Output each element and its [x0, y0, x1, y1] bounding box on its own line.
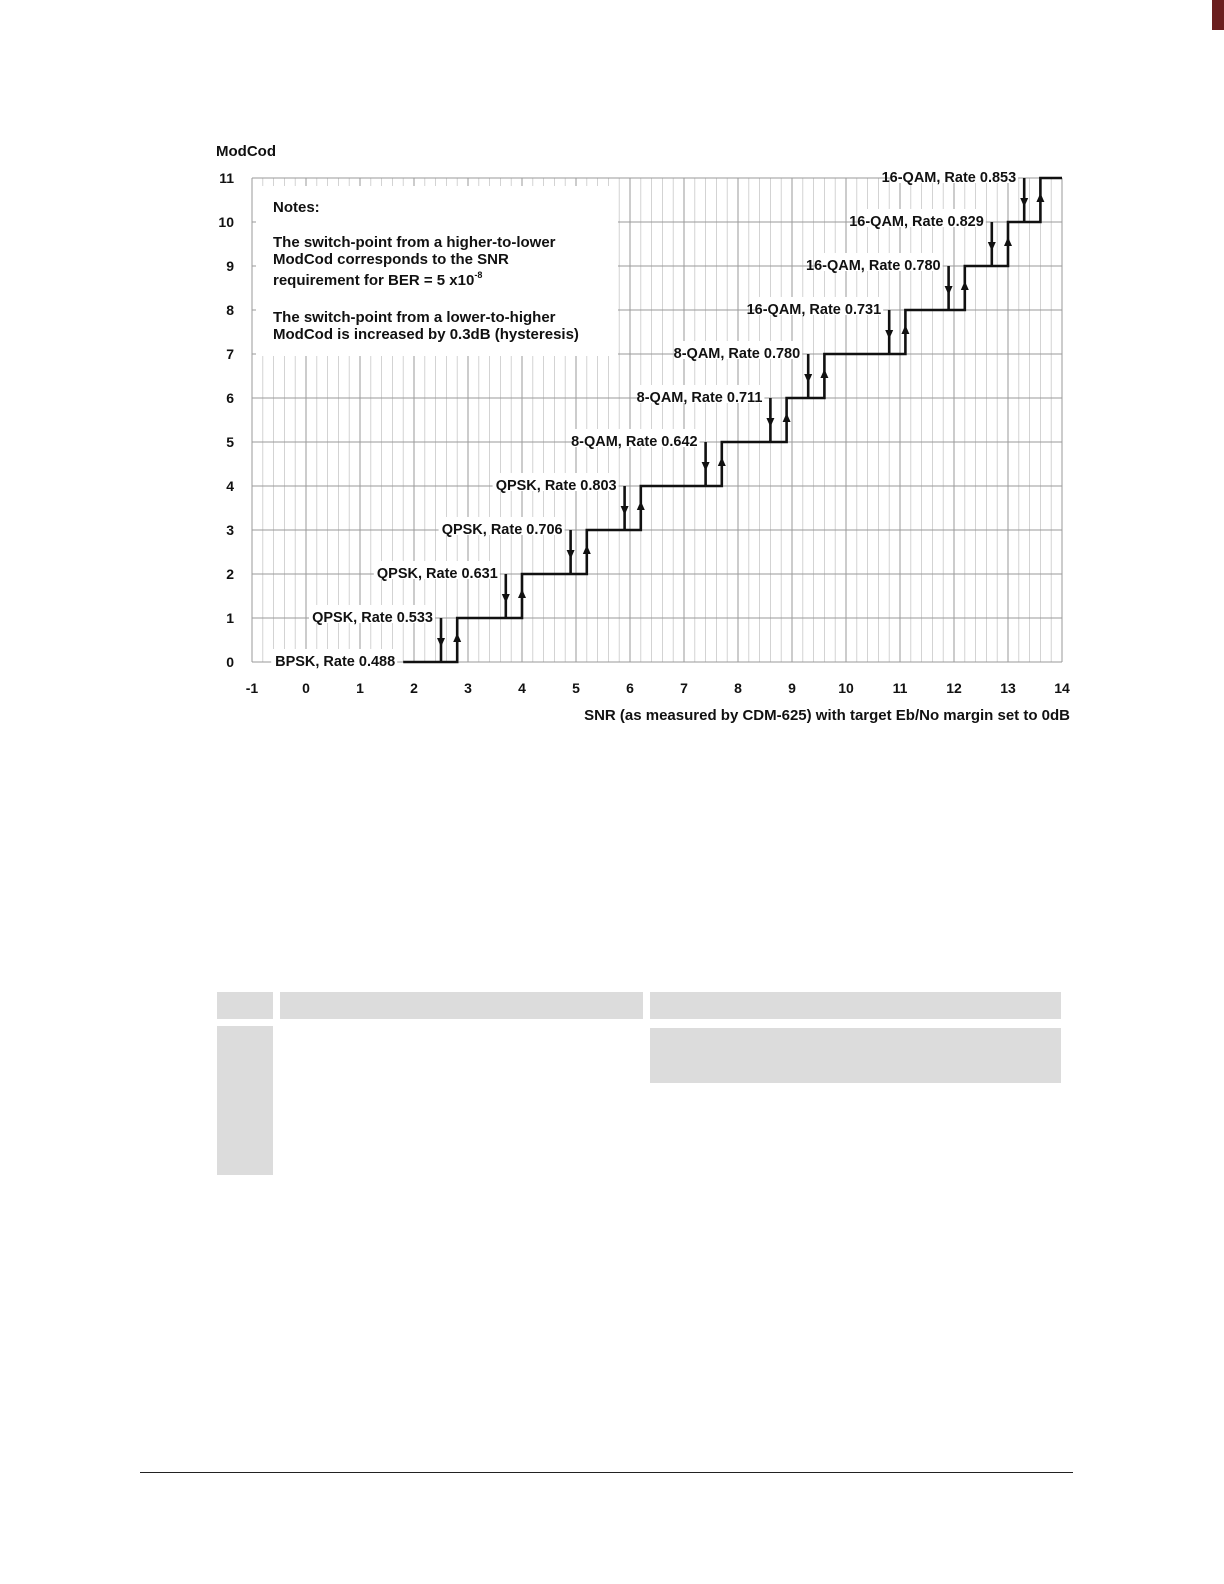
modcod-label: QPSK, Rate 0.706: [441, 522, 563, 538]
x-tick-label: 7: [680, 680, 688, 696]
up-arrow: [1004, 237, 1012, 246]
down-arrow: [885, 330, 893, 339]
y-tick-label: 5: [226, 434, 234, 450]
notes-line-3: [273, 270, 482, 289]
down-arrow: [804, 374, 812, 383]
down-arrow: [1020, 198, 1028, 207]
notes-line-1: The switch-point from a higher-to-lower: [273, 234, 556, 251]
x-tick-label: 1: [356, 680, 364, 696]
x-tick-label: 8: [734, 680, 742, 696]
down-arrow: [988, 242, 996, 251]
y-tick-label: 0: [226, 654, 234, 670]
x-tick-label: 11: [892, 680, 908, 696]
down-arrow: [502, 594, 510, 603]
notes-line-2: ModCod corresponds to the SNR: [273, 251, 509, 268]
y-tick-label: 2: [226, 566, 234, 582]
down-arrow: [621, 506, 629, 515]
up-arrow: [820, 369, 828, 378]
x-tick-label: -1: [245, 680, 259, 696]
modcod-label: 16-QAM, Rate 0.829: [849, 214, 984, 230]
y-tick-label: 9: [226, 258, 234, 274]
x-tick-label: 9: [788, 680, 796, 696]
table-value-cell: [650, 1028, 1061, 1083]
x-tick-label: 13: [1000, 680, 1016, 696]
modcod-label: 8-QAM, Rate 0.780: [673, 346, 801, 362]
down-arrow: [766, 418, 774, 427]
up-arrow: [1036, 193, 1044, 202]
down-arrow: [567, 550, 575, 559]
modcod-label: QPSK, Rate 0.631: [376, 566, 498, 582]
up-arrow: [961, 281, 969, 290]
x-tick-label: 10: [838, 680, 854, 696]
notes-line-4: The switch-point from a lower-to-higher: [273, 309, 556, 326]
notes-heading: Notes:: [273, 199, 320, 216]
x-tick-label: 14: [1054, 680, 1070, 696]
up-arrow: [718, 457, 726, 466]
notes-line-3-sup: -8: [474, 270, 483, 280]
y-tick-label: 6: [226, 390, 234, 406]
modcod-label: QPSK, Rate 0.533: [312, 610, 433, 626]
modcod-label: 16-QAM, Rate 0.731: [746, 302, 882, 318]
table-header-cell: [280, 992, 643, 1019]
y-tick-label: 1: [226, 610, 234, 626]
up-arrow: [637, 501, 645, 510]
down-arrow: [945, 286, 953, 295]
modcod-label: BPSK, Rate 0.488: [275, 654, 396, 670]
up-arrow: [453, 633, 461, 642]
up-arrow: [518, 589, 526, 598]
x-tick-label: 3: [464, 680, 472, 696]
x-tick-label: 6: [626, 680, 634, 696]
y-tick-label: 8: [226, 302, 234, 318]
x-axis-title: SNR (as measured by CDM-625) with target Eb/No margin set to 0dB: [584, 707, 1070, 724]
table-row-label-cell: [217, 1026, 273, 1175]
modcod-label: 8-QAM, Rate 0.711: [636, 390, 763, 406]
y-tick-label: 10: [218, 214, 234, 230]
modcod-label: 16-QAM, Rate 0.780: [806, 258, 941, 274]
x-tick-label: 0: [302, 680, 310, 696]
down-arrow: [437, 638, 445, 647]
down-arrow: [702, 462, 710, 471]
up-arrow: [901, 325, 909, 334]
notes-line-5: ModCod is increased by 0.3dB (hysteresis): [273, 326, 579, 343]
y-tick-label: 4: [226, 478, 234, 494]
x-tick-label: 12: [946, 680, 962, 696]
y-axis-title: ModCod: [216, 143, 276, 160]
table-header-cell: [217, 992, 273, 1019]
notes-line-3-text: requirement for BER = 5 x10: [273, 272, 475, 289]
y-tick-label: 3: [226, 522, 234, 538]
table-header-cell: [650, 992, 1061, 1019]
x-tick-label: 2: [410, 680, 418, 696]
modcod-label: QPSK, Rate 0.803: [495, 478, 617, 494]
y-tick-label: 7: [226, 346, 234, 362]
up-arrow: [583, 545, 591, 554]
modcod-label: 16-QAM, Rate 0.853: [881, 170, 1017, 186]
x-tick-label: 4: [518, 680, 526, 696]
modcod-switching-chart: [200, 130, 1090, 730]
up-arrow: [783, 413, 791, 422]
footer-rule: [140, 1472, 1073, 1473]
modcod-label: 8-QAM, Rate 0.642: [571, 434, 698, 450]
page-edge-tab: [1212, 0, 1224, 30]
y-tick-label: 11: [219, 170, 234, 186]
x-tick-label: 5: [572, 680, 580, 696]
